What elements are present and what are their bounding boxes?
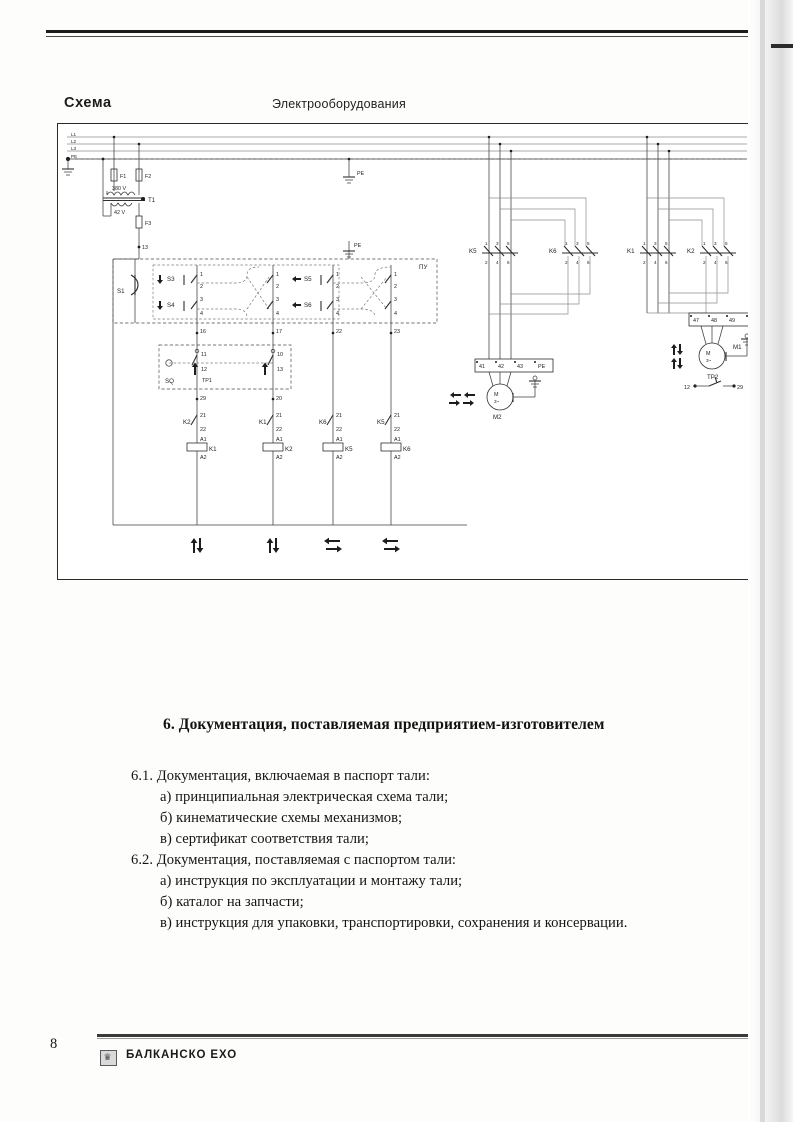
- scan-edge-line: [760, 0, 765, 1122]
- motor-m2-symbol: M: [494, 392, 499, 398]
- contact-num-2d: 2: [394, 284, 397, 290]
- doc-item-6-2-v: в) инструкция для упаковки, транспортировки, сохранения и консервации.: [160, 915, 628, 931]
- hoist-up-down-icon-1: [191, 538, 204, 553]
- k6-contact-5: 5: [587, 241, 590, 246]
- doc-item-6-1: 6.1. Документация, включаемая в паспорт тали:: [131, 768, 430, 784]
- interlock-contact-k5: K5: [377, 419, 385, 426]
- control-bus: [113, 259, 467, 525]
- limit-switch-output-terminals: [196, 389, 282, 525]
- contact-num-4c: 4: [336, 311, 339, 317]
- pe-label-pendant: PE: [354, 243, 362, 249]
- power-section-m1: [627, 136, 757, 391]
- m2-terminal-42: 42: [498, 364, 504, 370]
- power-contactor-label-k2: K2: [687, 248, 695, 255]
- contact-num-4b: 4: [276, 311, 279, 317]
- coil-terminal-a2-k5: A2: [336, 455, 343, 461]
- k1-contact-1: 1: [643, 241, 646, 246]
- button-group-s5-s6: [292, 275, 321, 311]
- thermal-protection-tp2: [684, 374, 743, 391]
- emergency-stop-s1: [117, 259, 138, 323]
- k1-contact-4: 4: [654, 260, 657, 265]
- footer-rule-thick: [97, 1034, 752, 1037]
- motor-m1-phase: 3~: [706, 358, 712, 363]
- contact-num-2b: 2: [276, 284, 279, 290]
- interlock-num-22-k1: 22: [200, 427, 206, 433]
- hoist-direction-icon-m1: [671, 344, 683, 369]
- top-rule-thin: [46, 36, 759, 37]
- contact-stack-c: [327, 265, 339, 319]
- k5-contact-5: 5: [507, 241, 510, 246]
- k2-contact-2: 2: [703, 260, 706, 265]
- coil-terminal-a2-k1: A2: [200, 455, 207, 461]
- k6-contact-2: 2: [565, 260, 568, 265]
- direction-symbols: [191, 538, 400, 553]
- coil-terminal-a1-k6: A1: [394, 437, 401, 443]
- doc-item-6-1-b: б) кинематические схемы механизмов;: [160, 810, 403, 826]
- earth-symbol-main: [62, 159, 74, 175]
- k2-contact-6: 6: [725, 260, 728, 265]
- coil-terminal-a1-k5: A1: [336, 437, 343, 443]
- k5-contact-1: 1: [485, 241, 488, 246]
- footer-rule-thin: [97, 1038, 752, 1039]
- power-contactor-label-k1: K1: [627, 248, 635, 255]
- fuse-label-f1: F1: [120, 174, 127, 180]
- contact-num-3a: 3: [200, 297, 203, 303]
- transformer-secondary-voltage: 42 V: [114, 210, 126, 216]
- button-label-s6: S6: [304, 302, 312, 309]
- fuse-label-f3: F3: [145, 221, 152, 227]
- pendant-box-label: ПУ: [419, 264, 428, 271]
- contact-num-1a: 1: [200, 272, 203, 278]
- m1-terminal-49: 49: [729, 318, 735, 324]
- electrical-schematic: [57, 123, 757, 578]
- k6-contact-1: 1: [565, 241, 568, 246]
- k2-contact-3: 3: [714, 241, 717, 246]
- k6-contact-6: 6: [587, 260, 590, 265]
- rail-label-l1: L1: [71, 132, 77, 137]
- k5-contact-6: 6: [507, 260, 510, 265]
- section-heading: 6. Документация, поставляемая предприятием-изготовителем: [163, 716, 605, 733]
- thermal-protection-label-tp1: TP1: [202, 378, 212, 384]
- terminal-16: 16: [200, 329, 206, 335]
- coil-rung-k5: [319, 413, 353, 461]
- k2-contact-5: 5: [725, 241, 728, 246]
- contact-num-1d: 1: [394, 272, 397, 278]
- top-rule-thick: [46, 30, 761, 33]
- travel-left-right-icon-1: [324, 538, 342, 553]
- motor-m1-symbol: M: [706, 351, 711, 357]
- pendant-control-unit: [113, 158, 437, 323]
- motor-m1-label: M1: [733, 344, 742, 351]
- motor-m2-label: M2: [493, 414, 502, 421]
- supply-rails: [62, 132, 747, 175]
- k1-contact-3: 3: [654, 241, 657, 246]
- coil-label-k5: K5: [345, 446, 353, 453]
- limit-switch-block: [159, 345, 291, 389]
- contact-num-2a: 2: [200, 284, 203, 290]
- pendant-output-terminals: [196, 319, 400, 525]
- contact-stack-a: [191, 265, 203, 319]
- tp2-terminal-29: 29: [737, 385, 743, 391]
- rail-label-l3: L3: [71, 146, 77, 151]
- k1-contact-5: 5: [665, 241, 668, 246]
- interlock-num-22-k2: 22: [276, 427, 282, 433]
- contact-stack-b: [267, 265, 279, 319]
- interlock-num-22-k5: 22: [336, 427, 342, 433]
- transformer-label-t1: T1: [148, 197, 156, 204]
- motor-m2: [487, 372, 541, 421]
- terminal-12: 12: [201, 367, 207, 373]
- interlock-contact-k2: K2: [183, 419, 191, 426]
- transformer-earth: [343, 158, 365, 183]
- button-label-s5: S5: [304, 276, 312, 283]
- k2-contact-1: 1: [703, 241, 706, 246]
- scan-edge-shadow: [748, 0, 793, 1122]
- button-label-s4: S4: [167, 302, 175, 309]
- k2-contact-4: 4: [714, 260, 717, 265]
- interlock-num-21-k2: 21: [276, 413, 282, 419]
- doc-item-6-1-a: а) принципиальная электрическая схема тали;: [160, 789, 449, 805]
- limit-switch-label: SQ: [165, 378, 174, 385]
- terminal-22: 22: [336, 329, 342, 335]
- contact-num-3c: 3: [336, 297, 339, 303]
- terminal-17: 17: [276, 329, 282, 335]
- coil-rung-k2: [259, 413, 293, 461]
- button-label-s3: S3: [167, 276, 175, 283]
- rail-label-l2: L2: [71, 139, 77, 144]
- contact-num-1b: 1: [276, 272, 279, 278]
- doc-item-6-2-b: б) каталог на запчасти;: [160, 894, 304, 910]
- m2-terminal-43: 43: [517, 364, 523, 370]
- k1-contact-6: 6: [665, 260, 668, 265]
- terminal-10: 10: [277, 352, 283, 358]
- coil-terminal-a2-k6: A2: [394, 455, 401, 461]
- fuse-label-f2: F2: [145, 174, 152, 180]
- scan-edge-mark: [771, 44, 793, 48]
- contact-num-1c: 1: [336, 272, 339, 278]
- power-contactor-label-k6: K6: [549, 248, 557, 255]
- footer-brand-name: БАЛКАНСКО ЕХО: [126, 1049, 238, 1061]
- terminal-13b: 13: [277, 367, 283, 373]
- m2-terminal-41: 41: [479, 364, 485, 370]
- travel-direction-icon-m2: [449, 392, 475, 406]
- thermal-protection-label-tp2: TP2: [707, 374, 719, 381]
- doc-item-6-2: 6.2. Документация, поставляемая с паспортом тали:: [131, 852, 457, 868]
- k5-contact-3: 3: [496, 241, 499, 246]
- interlock-num-21-k5: 21: [336, 413, 342, 419]
- rail-label-pe: PE: [71, 154, 78, 159]
- k6-contact-4: 4: [576, 260, 579, 265]
- hoist-up-down-icon-2: [267, 538, 280, 553]
- m1-terminal-47: 47: [693, 318, 699, 324]
- contact-num-4d: 4: [394, 311, 397, 317]
- interlock-num-21-k6: 21: [394, 413, 400, 419]
- pe-label-top: PE: [357, 171, 365, 177]
- interlock-num-21-k1: 21: [200, 413, 206, 419]
- coil-rung-k6: [377, 413, 411, 461]
- power-contactor-label-k5: K5: [469, 248, 477, 255]
- motor-m2-phase: 3~: [494, 399, 500, 404]
- page-title: Схема: [64, 95, 112, 111]
- button-group-s3-s4: [157, 275, 184, 311]
- mechanical-coupling-a: [197, 267, 269, 317]
- terminal-23: 23: [394, 329, 400, 335]
- pendant-earth: [343, 241, 362, 259]
- stop-button-label: S1: [117, 288, 125, 295]
- page-subtitle: Электрооборудования: [272, 97, 406, 111]
- contact-num-3b: 3: [276, 297, 279, 303]
- k5-contact-4: 4: [496, 260, 499, 265]
- transformer-branch: [102, 136, 156, 259]
- power-section-m2: [449, 136, 598, 421]
- doc-item-6-1-v: в) сертификат соответствия тали;: [160, 831, 370, 847]
- interlock-contact-k1: K1: [259, 419, 267, 426]
- terminal-29: 29: [200, 396, 206, 402]
- page-number: 8: [50, 1036, 58, 1052]
- doc-item-6-2-a: а) инструкция по эксплуатации и монтажу тали;: [160, 873, 463, 889]
- contact-num-3d: 3: [394, 297, 397, 303]
- coil-terminal-a2-k2: A2: [276, 455, 283, 461]
- k6-contact-3: 3: [576, 241, 579, 246]
- m2-terminal-pe: PE: [538, 364, 546, 370]
- terminal-13: 13: [142, 245, 148, 251]
- coil-terminal-a1-k2: A1: [276, 437, 283, 443]
- coil-label-k1: K1: [209, 446, 217, 453]
- tp2-terminal-12: 12: [684, 385, 690, 391]
- interlock-num-22-k6: 22: [394, 427, 400, 433]
- terminal-20: 20: [276, 396, 282, 402]
- interlock-contact-k6: K6: [319, 419, 327, 426]
- k1-contact-2: 2: [643, 260, 646, 265]
- contact-stack-d: [333, 265, 397, 319]
- coil-label-k6: K6: [403, 446, 411, 453]
- power-contactor-k2: [687, 241, 736, 265]
- contact-num-2c: 2: [336, 284, 339, 290]
- travel-left-right-icon-2: [382, 538, 400, 553]
- power-contactor-k6: [549, 241, 598, 265]
- coil-rung-k1: [183, 413, 217, 461]
- transformer-primary-voltage: 380 V: [112, 186, 127, 192]
- motor-m1: [699, 326, 753, 369]
- coil-label-k2: K2: [285, 446, 293, 453]
- k5-contact-2: 2: [485, 260, 488, 265]
- contact-num-4a: 4: [200, 311, 203, 317]
- footer-logo-glyph: ♛: [103, 1052, 112, 1062]
- coil-terminal-a1-k1: A1: [200, 437, 207, 443]
- terminal-11: 11: [201, 352, 207, 358]
- m1-terminal-48: 48: [711, 318, 717, 324]
